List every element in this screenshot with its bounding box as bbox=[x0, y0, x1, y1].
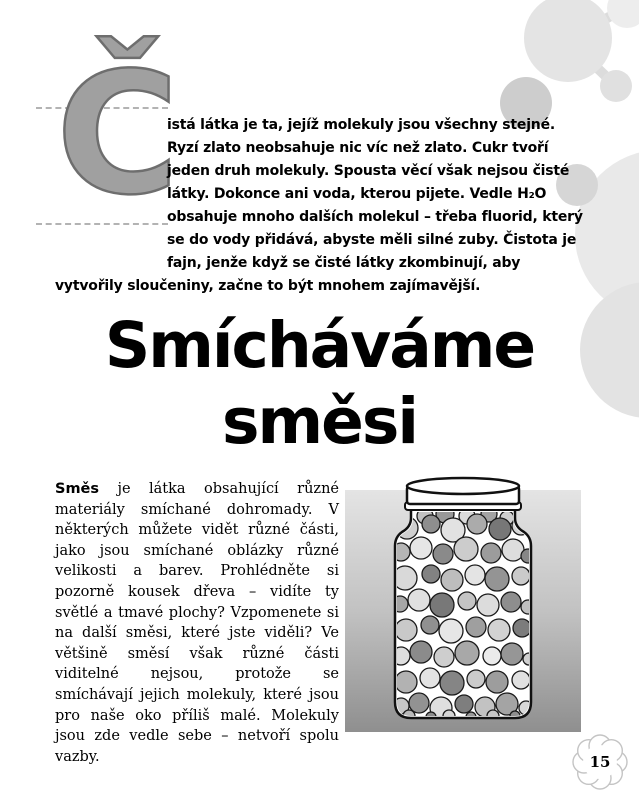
body-lead: Směs bbox=[55, 481, 100, 497]
dropcap-letter: Č bbox=[56, 36, 180, 232]
intro-text: je ta, jejíž molekuly jsou všechny stejné. Ryzí zlato neobsahuje nic víc než zlato. Cukr tvoří jeden druh molekuly. Spousta věcí však nejsou čisté látky. Dokonce ani voda, kterou pijete. Vedle H₂O obsahuje mnoho dalších molekul – třeba fluorid, který se do vody přidává, abyste měli silné zuby. Čistota je fajn, jenže když se čisté látky zkombinují, aby vytvořily sloučeniny, začne to být mnohem zajímavější. bbox=[55, 117, 583, 294]
intro-lead: istá látka bbox=[167, 117, 239, 133]
page-number-badge bbox=[572, 734, 628, 790]
jar-of-pebbles-icon bbox=[345, 474, 581, 734]
body-paragraph bbox=[55, 479, 339, 767]
title-line-1: Smícháváme bbox=[104, 309, 535, 382]
jar-lid bbox=[405, 478, 521, 510]
title-line-2: směsi bbox=[222, 385, 417, 458]
page-title bbox=[0, 308, 639, 460]
page-number: 15 bbox=[589, 753, 611, 771]
jar-illustration bbox=[345, 474, 581, 734]
dropcap-spacer bbox=[55, 114, 167, 254]
body-text: je látka obsahující různé materiály smíchané dohromady. V některých můžete vidět různé části, jako jsou smíchané oblázky různé velikosti a barev. Prohlédněte si pozorně kousek dřeva – vidíte ty světlé a tmavé plochy? Vzpomenete si na další směsi, které jste viděli? Ve většině směsí však různé části viditelné nejsou, protože se smíchávají jejich molekuly, které jsou pro naše oko příliš malé. Molekuly jsou zde vedle sebe – netvoří spolu vazby. bbox=[55, 481, 339, 765]
intro-paragraph bbox=[55, 114, 585, 298]
